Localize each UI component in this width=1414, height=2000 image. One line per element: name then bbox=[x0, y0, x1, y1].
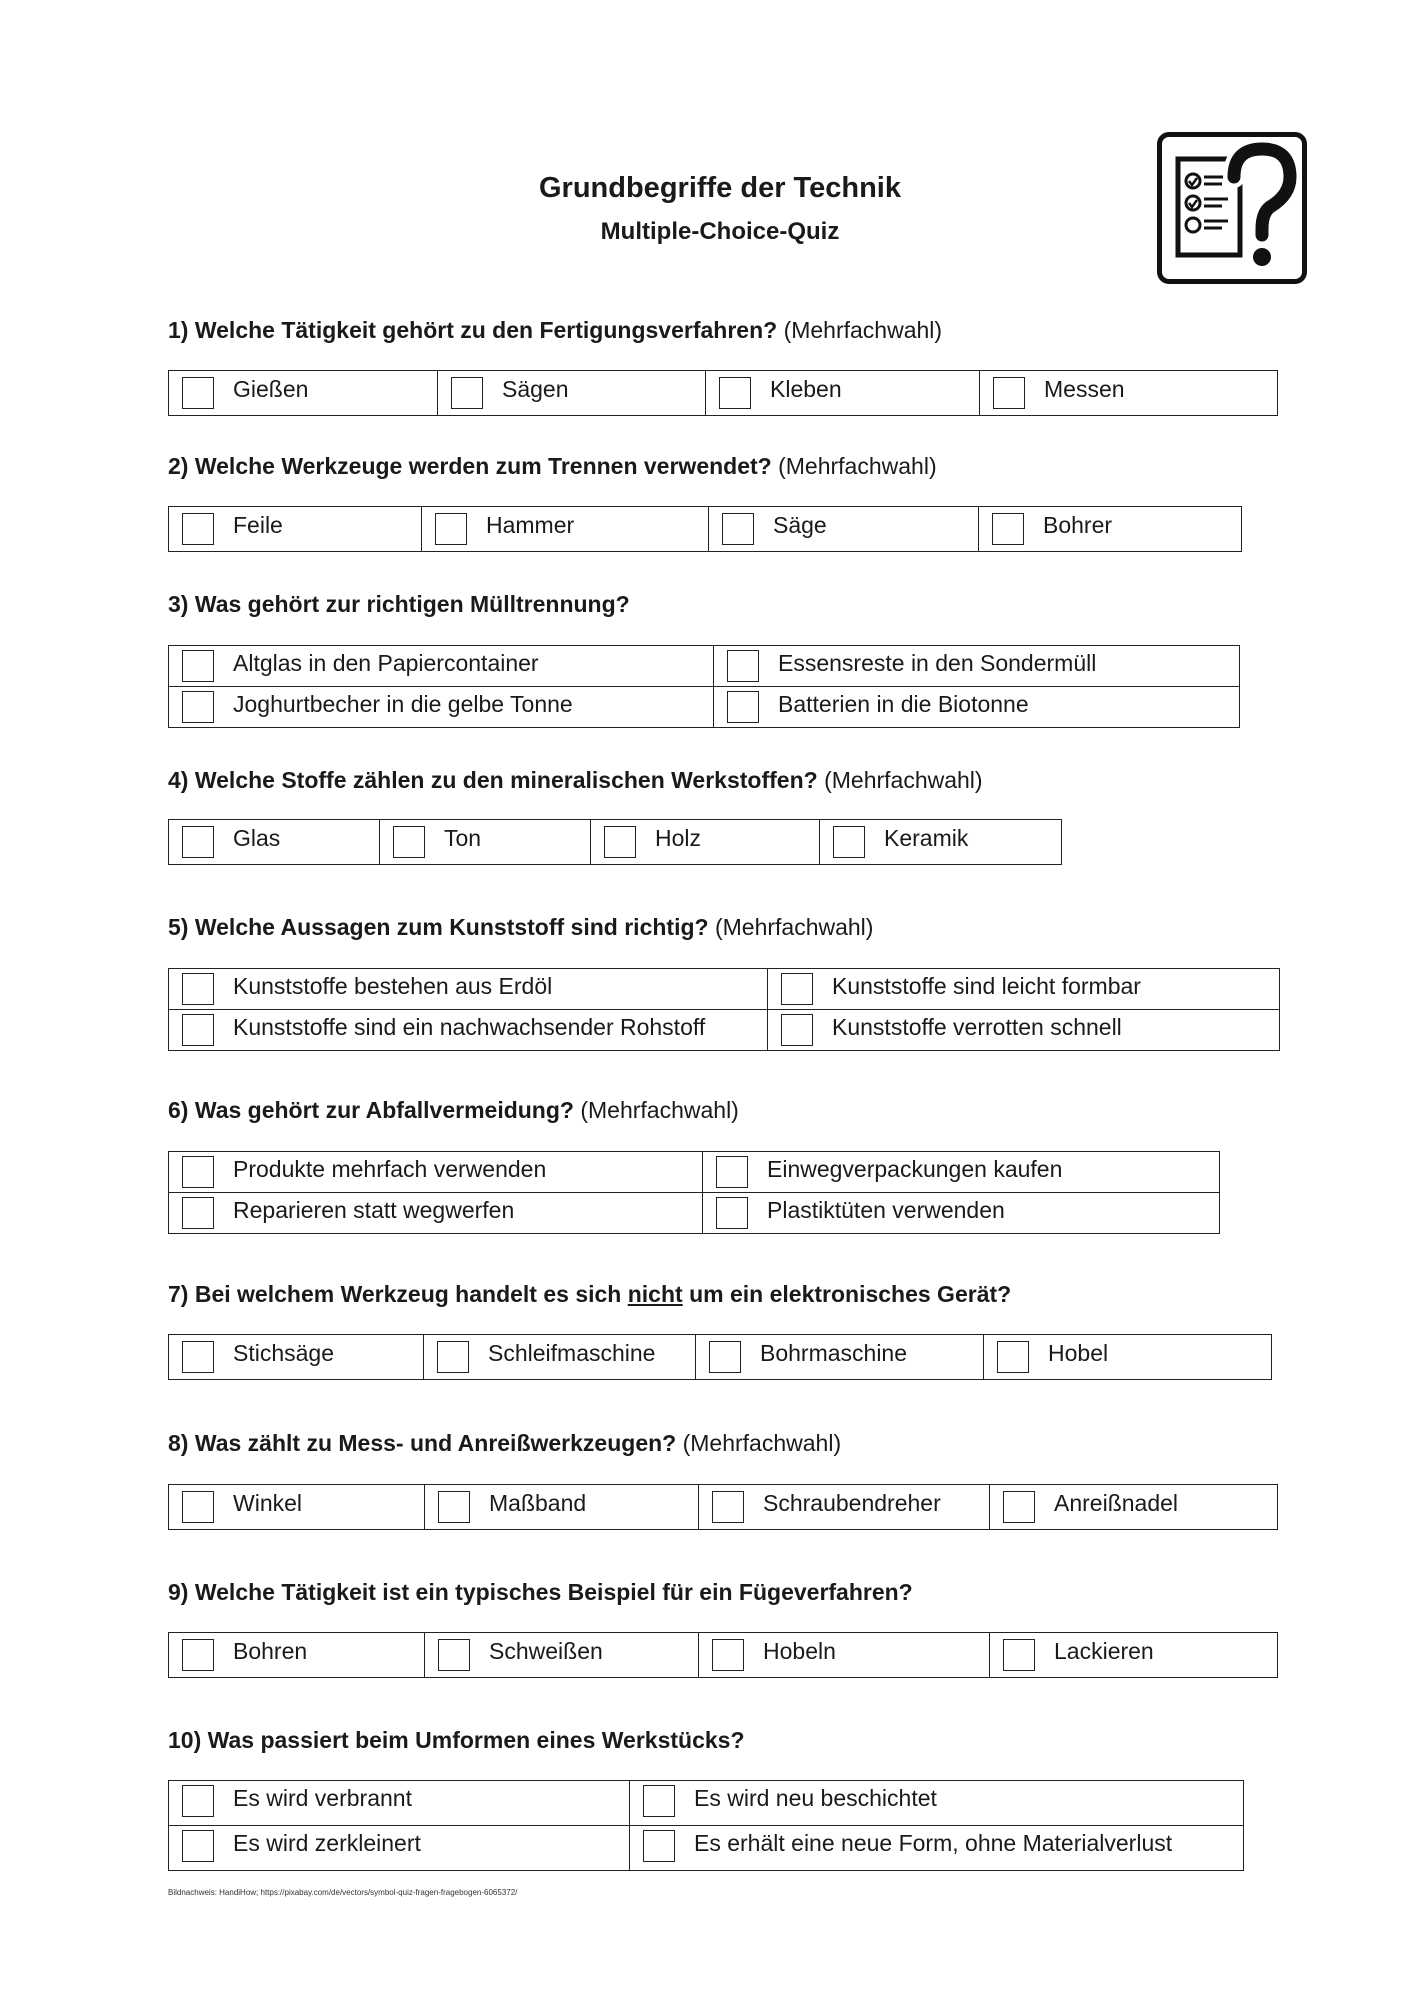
checkbox[interactable] bbox=[451, 377, 483, 409]
checkbox[interactable] bbox=[182, 1341, 214, 1373]
answer-option[interactable] bbox=[768, 969, 1280, 1010]
checkbox[interactable] bbox=[712, 1639, 744, 1671]
answer-option[interactable] bbox=[169, 1010, 768, 1051]
answer-option[interactable] bbox=[169, 507, 422, 552]
answer-option[interactable] bbox=[169, 820, 380, 865]
answer-label: Essensreste in den Sondermüll bbox=[778, 650, 1097, 676]
answer-label: Anreißnadel bbox=[1054, 1490, 1179, 1516]
checkbox[interactable] bbox=[182, 1785, 214, 1817]
quiz-checklist-question-icon bbox=[1157, 132, 1307, 284]
answer-label: Ton bbox=[444, 825, 482, 851]
checkbox[interactable] bbox=[182, 826, 214, 858]
answer-option[interactable] bbox=[768, 1010, 1280, 1051]
page-title: Grundbegriffe der Technik bbox=[538, 172, 901, 204]
question-text: Was passiert beim Umformen eines Werkstücks? bbox=[207, 1727, 745, 1753]
answer-option[interactable] bbox=[714, 687, 1240, 728]
answer-label: Joghurtbecher in die gelbe Tonne bbox=[233, 691, 573, 717]
question-text: um ein elektronisches Gerät? bbox=[689, 1281, 1012, 1307]
checkbox[interactable] bbox=[643, 1830, 675, 1862]
checkbox[interactable] bbox=[182, 1491, 214, 1523]
answer-label: Bohren bbox=[233, 1638, 308, 1664]
answer-option[interactable] bbox=[696, 1335, 984, 1380]
checkbox[interactable] bbox=[182, 973, 214, 1005]
question-note: (Mehrfachwahl) bbox=[783, 317, 943, 343]
question-3 bbox=[168, 591, 630, 618]
question-text: Welche Tätigkeit gehört zu den Fertigungsverfahren? bbox=[194, 317, 778, 343]
answer-label: Bohrer bbox=[1043, 512, 1113, 538]
answer-option[interactable] bbox=[703, 1152, 1220, 1193]
question-note: (Mehrfachwahl) bbox=[778, 453, 937, 479]
question-9 bbox=[168, 1579, 913, 1606]
answer-label: Batterien in die Biotonne bbox=[778, 691, 1029, 717]
question-2 bbox=[168, 453, 937, 480]
answer-option[interactable] bbox=[990, 1633, 1278, 1678]
answer-label: Stichsäge bbox=[233, 1340, 335, 1366]
checkbox[interactable] bbox=[727, 650, 759, 682]
answer-label: Bohrmaschine bbox=[760, 1340, 908, 1366]
question-number: 1) bbox=[168, 317, 189, 343]
answer-option[interactable] bbox=[425, 1633, 699, 1678]
answer-label: Holz bbox=[655, 825, 702, 851]
question-8 bbox=[168, 1430, 841, 1457]
answer-table-9 bbox=[168, 1632, 1278, 1678]
answer-label: Kunststoffe sind ein nachwachsender Rohstoff bbox=[233, 1014, 706, 1040]
question-text: Welche Stoffe zählen zu den mineralischen Werkstoffen? bbox=[194, 767, 818, 793]
answer-label: Maßband bbox=[489, 1490, 587, 1516]
question-text-underlined: nicht bbox=[627, 1281, 683, 1307]
answer-label: Sägen bbox=[502, 376, 569, 402]
checkbox[interactable] bbox=[1003, 1491, 1035, 1523]
checkbox[interactable] bbox=[993, 377, 1025, 409]
checkbox[interactable] bbox=[438, 1639, 470, 1671]
answer-label: Winkel bbox=[233, 1490, 303, 1516]
question-number: 9) bbox=[168, 1579, 189, 1605]
answer-label: Schraubendreher bbox=[763, 1490, 941, 1516]
page-subtitle: Multiple-Choice-Quiz bbox=[600, 218, 840, 245]
question-number: 5) bbox=[168, 914, 189, 940]
question-number: 4) bbox=[168, 767, 189, 793]
answer-option[interactable] bbox=[169, 687, 714, 728]
answer-option[interactable] bbox=[699, 1633, 990, 1678]
checkbox[interactable] bbox=[438, 1491, 470, 1523]
question-text: Welche Aussagen zum Kunststoff sind richtig? bbox=[194, 914, 709, 940]
question-10 bbox=[168, 1727, 745, 1754]
answer-option[interactable] bbox=[703, 1193, 1220, 1234]
checkbox[interactable] bbox=[643, 1785, 675, 1817]
question-number: 7) bbox=[168, 1281, 189, 1307]
answer-option[interactable] bbox=[169, 1193, 703, 1234]
answer-option[interactable] bbox=[820, 820, 1062, 865]
answer-label: Es wird neu beschichtet bbox=[694, 1785, 937, 1811]
checkbox[interactable] bbox=[182, 1156, 214, 1188]
answer-label: Gießen bbox=[233, 376, 309, 402]
answer-option[interactable] bbox=[630, 1781, 1244, 1826]
question-note: (Mehrfachwahl) bbox=[682, 1430, 842, 1456]
answer-table-5 bbox=[168, 968, 1280, 1051]
question-number: 8) bbox=[168, 1430, 189, 1456]
answer-option[interactable] bbox=[169, 969, 768, 1010]
answer-option[interactable] bbox=[630, 1826, 1244, 1871]
answer-label: Einwegverpackungen kaufen bbox=[767, 1156, 1063, 1182]
answer-table-6 bbox=[168, 1151, 1220, 1234]
answer-option[interactable] bbox=[169, 1781, 630, 1826]
answer-label: Hobeln bbox=[763, 1638, 836, 1664]
answer-label: Messen bbox=[1044, 376, 1125, 402]
answer-label: Kleben bbox=[770, 376, 842, 402]
answer-option[interactable] bbox=[380, 820, 591, 865]
question-4 bbox=[168, 767, 983, 794]
answer-label: Schleifmaschine bbox=[488, 1340, 656, 1366]
question-note: (Mehrfachwahl) bbox=[824, 767, 983, 793]
answer-label: Glas bbox=[233, 825, 281, 851]
question-text: Was gehört zur richtigen Mülltrennung? bbox=[194, 591, 630, 617]
answer-option[interactable] bbox=[169, 1335, 424, 1380]
checkbox[interactable] bbox=[393, 826, 425, 858]
answer-option[interactable] bbox=[438, 371, 706, 416]
checkbox[interactable] bbox=[1003, 1639, 1035, 1671]
question-note: (Mehrfachwahl) bbox=[714, 914, 874, 940]
answer-option[interactable] bbox=[591, 820, 820, 865]
answer-label: Reparieren statt wegwerfen bbox=[233, 1197, 515, 1223]
checkbox[interactable] bbox=[997, 1341, 1029, 1373]
answer-option[interactable] bbox=[169, 371, 438, 416]
question-text: Was gehört zur Abfallvermeidung? bbox=[194, 1097, 574, 1123]
answer-label: Es wird verbrannt bbox=[233, 1785, 412, 1811]
answer-option[interactable] bbox=[169, 1485, 425, 1530]
answer-option[interactable] bbox=[169, 1633, 425, 1678]
checkbox[interactable] bbox=[722, 513, 754, 545]
answer-option[interactable] bbox=[706, 371, 980, 416]
answer-label: Schweißen bbox=[489, 1638, 603, 1664]
answer-option[interactable] bbox=[425, 1485, 699, 1530]
checkbox[interactable] bbox=[712, 1491, 744, 1523]
answer-table-4 bbox=[168, 819, 1062, 865]
answer-label: Säge bbox=[773, 512, 827, 538]
checkbox[interactable] bbox=[716, 1156, 748, 1188]
answer-label: Kunststoffe bestehen aus Erdöl bbox=[233, 973, 553, 999]
answer-label: Altglas in den Papiercontainer bbox=[233, 650, 539, 676]
question-1 bbox=[168, 317, 942, 344]
question-text: Was zählt zu Mess- und Anreißwerkzeugen? bbox=[194, 1430, 677, 1456]
question-note: (Mehrfachwahl) bbox=[580, 1097, 739, 1123]
question-text: Bei welchem Werkzeug handelt es sich bbox=[194, 1281, 622, 1307]
answer-table-8 bbox=[168, 1484, 1278, 1530]
checkbox[interactable] bbox=[182, 650, 214, 682]
checkbox[interactable] bbox=[437, 1341, 469, 1373]
answer-option[interactable] bbox=[984, 1335, 1272, 1380]
answer-label: Plastiktüten verwenden bbox=[767, 1197, 1005, 1223]
checkbox[interactable] bbox=[781, 973, 813, 1005]
checkbox[interactable] bbox=[833, 826, 865, 858]
answer-label: Feile bbox=[233, 512, 283, 538]
checkbox[interactable] bbox=[182, 1014, 214, 1046]
question-text: Welche Werkzeuge werden zum Trennen verwendet? bbox=[194, 453, 772, 479]
checkbox[interactable] bbox=[781, 1014, 813, 1046]
checkbox[interactable] bbox=[182, 1639, 214, 1671]
question-number: 10) bbox=[168, 1727, 202, 1753]
answer-label: Produkte mehrfach verwenden bbox=[233, 1156, 547, 1182]
answer-option[interactable] bbox=[422, 507, 709, 552]
checkbox[interactable] bbox=[182, 377, 214, 409]
checkbox[interactable] bbox=[716, 1197, 748, 1229]
answer-label: Lackieren bbox=[1054, 1638, 1154, 1664]
answer-option[interactable] bbox=[714, 646, 1240, 687]
checkbox[interactable] bbox=[719, 377, 751, 409]
answer-option[interactable] bbox=[979, 507, 1242, 552]
answer-option[interactable] bbox=[990, 1485, 1278, 1530]
question-text: Welche Tätigkeit ist ein typisches Beispiel für ein Fügeverfahren? bbox=[194, 1579, 913, 1605]
answer-label: Kunststoffe verrotten schnell bbox=[832, 1014, 1122, 1040]
answer-table-10 bbox=[168, 1780, 1244, 1871]
answer-table-7 bbox=[168, 1334, 1272, 1380]
checkbox[interactable] bbox=[604, 826, 636, 858]
answer-option[interactable] bbox=[709, 507, 979, 552]
question-7 bbox=[168, 1281, 1011, 1308]
question-number: 3) bbox=[168, 591, 189, 617]
answer-option[interactable] bbox=[169, 646, 714, 687]
checkbox[interactable] bbox=[709, 1341, 741, 1373]
answer-option[interactable] bbox=[980, 371, 1278, 416]
answer-option[interactable] bbox=[169, 1826, 630, 1871]
answer-label: Es erhält eine neue Form, ohne Materialverlust bbox=[694, 1830, 1173, 1856]
checkbox[interactable] bbox=[182, 691, 214, 723]
answer-option[interactable] bbox=[699, 1485, 990, 1530]
checkbox[interactable] bbox=[435, 513, 467, 545]
answer-table-1 bbox=[168, 370, 1278, 416]
answer-option[interactable] bbox=[169, 1152, 703, 1193]
question-5 bbox=[168, 914, 873, 941]
answer-table-3 bbox=[168, 645, 1240, 728]
answer-label: Hobel bbox=[1048, 1340, 1109, 1366]
checkbox[interactable] bbox=[992, 513, 1024, 545]
checkbox[interactable] bbox=[727, 691, 759, 723]
checkbox[interactable] bbox=[182, 1830, 214, 1862]
question-6 bbox=[168, 1097, 739, 1124]
answer-table-2 bbox=[168, 506, 1242, 552]
answer-label: Es wird zerkleinert bbox=[233, 1830, 421, 1856]
answer-label: Kunststoffe sind leicht formbar bbox=[832, 973, 1141, 999]
image-credit: Bildnachweis: HandiHow; https://pixabay.com/de/vectors/symbol-quiz-fragen-fragebogen-6065372/ bbox=[168, 1888, 518, 1897]
answer-label: Keramik bbox=[884, 825, 969, 851]
checkbox[interactable] bbox=[182, 1197, 214, 1229]
answer-option[interactable] bbox=[424, 1335, 696, 1380]
checkbox[interactable] bbox=[182, 513, 214, 545]
question-number: 2) bbox=[168, 453, 189, 479]
answer-label: Hammer bbox=[486, 512, 575, 538]
question-number: 6) bbox=[168, 1097, 189, 1123]
